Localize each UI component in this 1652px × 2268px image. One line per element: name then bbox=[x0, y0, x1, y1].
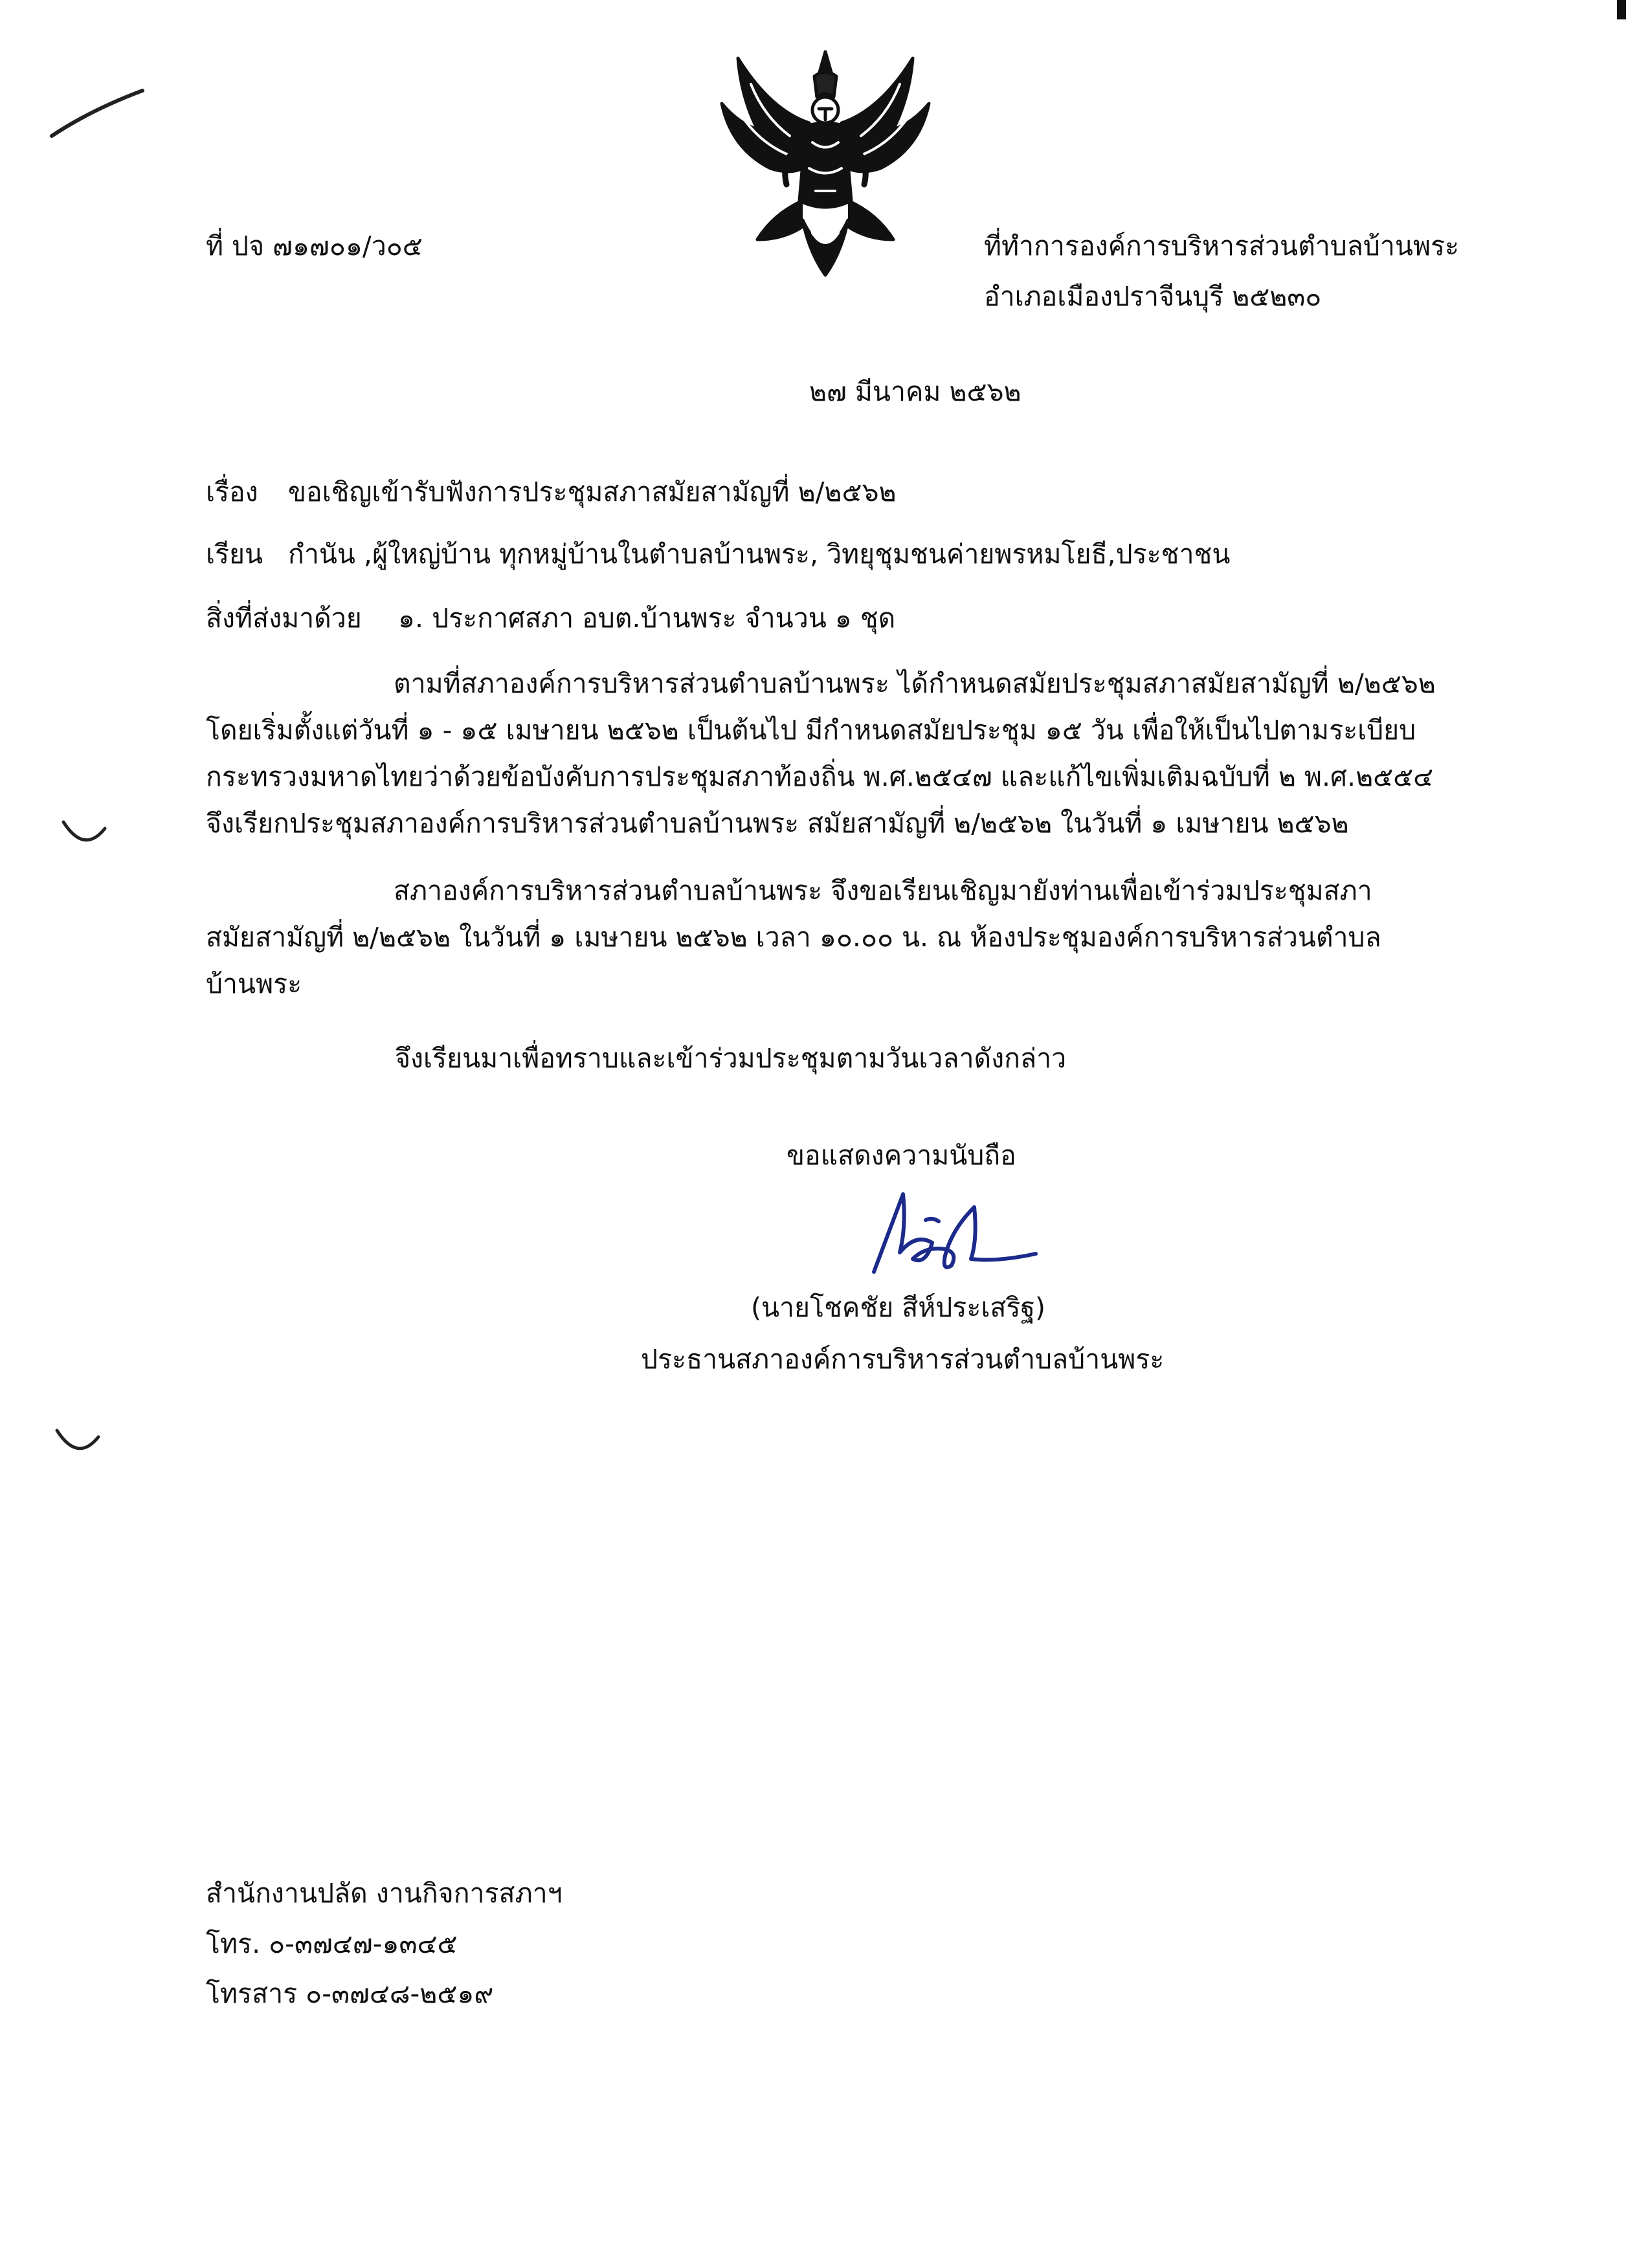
punch-hole-mark-top bbox=[58, 816, 110, 854]
scan-mark-stroke bbox=[45, 78, 155, 149]
recipient-label: เรียน bbox=[206, 539, 263, 570]
scan-edge-mark bbox=[1612, 0, 1638, 26]
paragraph-line: ตามที่สภาองค์การบริหารส่วนตำบลบ้านพระ ได้กำหนดสมัยประชุมสภาสมัยสามัญที่ ๒/๒๕๖๒ bbox=[394, 668, 1436, 699]
garuda-emblem-icon bbox=[712, 45, 939, 285]
paragraph-line: สภาองค์การบริหารส่วนตำบลบ้านพระ จึงขอเรียนเชิญมายังท่านเพื่อเข้าร่วมประชุมสภา bbox=[394, 875, 1372, 906]
letter-date: ๒๗ มีนาคม ๒๕๖๒ bbox=[809, 376, 1021, 407]
recipient-text: กำนัน ,ผู้ใหญ่บ้าน ทุกหมู่บ้านในตำบลบ้านพระ, วิทยุชุมชนค่ายพรหมโยธี,ประชาชน bbox=[288, 539, 1231, 570]
footer-fax: โทรสาร ๐-๓๗๔๘-๒๕๑๙ bbox=[206, 1978, 494, 2009]
paragraph-line: จึงเรียกประชุมสภาองค์การบริหารส่วนตำบลบ้านพระ สมัยสามัญที่ ๒/๒๕๖๒ ในวันที่ ๑ เมษายน ๒๕๖๒ bbox=[206, 808, 1349, 839]
enclosure-label: สิ่งที่ส่งมาด้วย bbox=[206, 603, 362, 634]
regards-text: ขอแสดงความนับถือ bbox=[787, 1140, 1016, 1171]
reference-number: ที่ ปจ ๗๑๗๐๑/ว๐๕ bbox=[206, 230, 423, 261]
body-paragraph-1 bbox=[206, 660, 1481, 847]
footer-telephone: โทร. ๐-๓๗๔๗-๑๓๔๕ bbox=[206, 1928, 458, 1959]
handwritten-signature bbox=[854, 1181, 1042, 1291]
sender-address-line2: อำเภอเมืองปราจีนบุรี ๒๕๒๓๐ bbox=[984, 281, 1322, 312]
footer-office: สำนักงานปลัด งานกิจการสภาฯ bbox=[206, 1878, 563, 1909]
sender-address-line1: ที่ทำการองค์การบริหารส่วนตำบลบ้านพระ bbox=[984, 230, 1460, 261]
punch-hole-mark-bottom bbox=[52, 1424, 104, 1463]
paragraph-line: กระทรวงมหาดไทยว่าด้วยข้อบังคับการประชุมสภาท้องถิ่น พ.ศ.๒๕๔๗ และแก้ไขเพิ่มเติมฉบับที่ ๒ พ.ศ.๒๕๕๔ bbox=[206, 761, 1434, 792]
subject-label: เรื่อง bbox=[206, 476, 258, 507]
closing-sentence: จึงเรียนมาเพื่อทราบและเข้าร่วมประชุมตามวันเวลาดังกล่าว bbox=[395, 1043, 1067, 1074]
body-paragraph-2 bbox=[206, 867, 1481, 1007]
signer-name: (นายโชคชัย สีห์ประเสริฐ) bbox=[751, 1292, 1046, 1323]
paragraph-line: บ้านพระ bbox=[206, 968, 302, 999]
enclosure-text: ๑. ประกาศสภา อบต.บ้านพระ จำนวน ๑ ชุด bbox=[398, 603, 896, 634]
signer-position: ประธานสภาองค์การบริหารส่วนตำบลบ้านพระ bbox=[641, 1344, 1165, 1375]
paragraph-line: โดยเริ่มตั้งแต่วันที่ ๑ - ๑๕ เมษายน ๒๕๖๒ เป็นต้นไป มีกำหนดสมัยประชุม ๑๕ วัน เพื่อให้เป็นไปตามระเบียบ bbox=[206, 715, 1416, 746]
subject-text: ขอเชิญเข้ารับฟังการประชุมสภาสมัยสามัญที่ ๒/๒๕๖๒ bbox=[288, 476, 897, 507]
paragraph-line: สมัยสามัญที่ ๒/๒๕๖๒ ในวันที่ ๑ เมษายน ๒๕๖๒ เวลา ๑๐.๐๐ น. ณ ห้องประชุมองค์การบริหารส่วนตำบล bbox=[206, 922, 1381, 953]
